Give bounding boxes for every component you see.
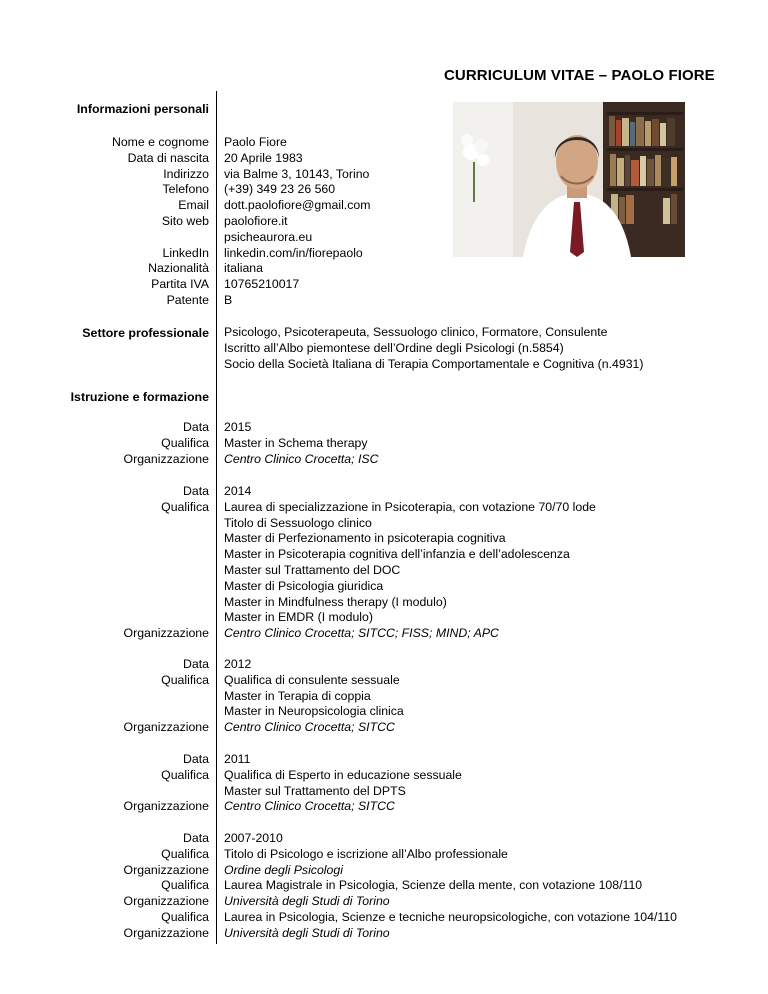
field-value: Laurea in Psicologia, Scienze e tecniche neuropsicologiche, con votazione 104/110 <box>224 909 678 924</box>
field-value: Centro Clinico Crocetta; SITCC <box>224 799 395 814</box>
field-value: 2007-2010 <box>224 831 283 845</box>
section-heading-education: Istruzione e formazione <box>70 390 209 404</box>
field-value: italiana <box>224 261 263 276</box>
field-label: Organizzazione <box>123 862 209 877</box>
field-value: 2014 <box>224 484 252 498</box>
field-value: Centro Clinico Crocetta; SITCC <box>224 720 395 735</box>
field-label: Qualifica <box>161 435 209 450</box>
field-value: B <box>224 292 233 307</box>
section-heading-sector: Settore professionale <box>82 326 209 340</box>
field-value: 10765210017 <box>224 277 300 292</box>
field-label: Data <box>183 484 209 498</box>
field-label: Organizzazione <box>123 626 209 641</box>
field-value: Titolo di Sessuologo clinico <box>224 515 372 530</box>
field-value: Master sul Trattamento del DPTS <box>224 783 406 798</box>
field-label: Qualifica <box>161 767 209 782</box>
field-label: Organizzazione <box>123 925 209 940</box>
field-value: Master in Psicoterapia cognitiva dell’infanzia e dell’adolescenza <box>224 547 570 562</box>
field-label: Email <box>178 198 209 213</box>
field-value: Titolo di Psicologo e iscrizione all’Albo professionale <box>224 846 508 861</box>
field-value: 20 Aprile 1983 <box>224 150 303 165</box>
field-label: Qualifica <box>161 672 209 687</box>
field-value: (+39) 349 23 26 560 <box>224 182 336 197</box>
field-value: Centro Clinico Crocetta; ISC <box>224 451 379 466</box>
field-value: Master in Neuropsicologia clinica <box>224 704 404 719</box>
field-value: paolofiore.it <box>224 213 288 228</box>
field-label: Data <box>183 831 209 845</box>
field-value: Università degli Studi di Torino <box>224 925 390 940</box>
field-value: linkedin.com/in/fiorepaolo <box>224 245 363 260</box>
field-value: Qualifica di consulente sessuale <box>224 672 400 687</box>
field-value: via Balme 3, 10143, Torino <box>224 166 370 181</box>
field-label: Telefono <box>162 182 209 197</box>
field-value: Master di Perfezionamento in psicoterapia cognitiva <box>224 531 506 546</box>
field-value: Università degli Studi di Torino <box>224 894 390 909</box>
field-label: Sito web <box>161 213 209 228</box>
field-label: Qualifica <box>161 499 209 514</box>
field-value: 2012 <box>224 657 252 671</box>
field-label: Patente <box>166 292 209 307</box>
field-label: Qualifica <box>161 846 209 861</box>
field-value: Qualifica di Esperto in educazione sessuale <box>224 767 462 782</box>
field-value: Master in EMDR (I modulo) <box>224 610 373 625</box>
field-value: psicheaurora.eu <box>224 229 313 244</box>
field-value: Laurea Magistrale in Psicologia, Scienze della mente, con votazione 108/110 <box>224 878 643 893</box>
field-value: Master di Psicologia giuridica <box>224 578 384 593</box>
field-value: Centro Clinico Crocetta; SITCC; FISS; MIND; APC <box>224 626 499 641</box>
page-title: CURRICULUM VITAE – PAOLO FIORE <box>444 67 715 84</box>
field-label: Qualifica <box>161 909 209 924</box>
field-value: Laurea di specializzazione in Psicoterapia, con votazione 70/70 lode <box>224 499 596 514</box>
field-label: Nazionalità <box>148 261 209 276</box>
field-value: Paolo Fiore <box>224 135 287 149</box>
field-label: Data <box>183 657 209 671</box>
field-label: LinkedIn <box>162 245 209 260</box>
field-value: Ordine degli Psicologi <box>224 862 343 877</box>
field-value: Psicologo, Psicoterapeuta, Sessuologo clinico, Formatore, Consulente <box>224 325 608 339</box>
field-label: Data <box>183 420 209 434</box>
field-label: Organizzazione <box>123 720 209 735</box>
section-heading-personal: Informazioni personali <box>76 102 209 116</box>
field-value: 2011 <box>224 752 251 766</box>
field-value: Master in Mindfulness therapy (I modulo) <box>224 594 447 609</box>
field-value: 2015 <box>224 420 252 434</box>
field-value: Master sul Trattamento del DOC <box>224 562 401 577</box>
field-label: Indirizzo <box>163 166 209 181</box>
field-label: Partita IVA <box>151 277 209 292</box>
field-label: Qualifica <box>161 878 209 893</box>
field-label: Organizzazione <box>123 451 209 466</box>
field-value: Master in Schema therapy <box>224 435 368 450</box>
field-label: Nome e cognome <box>111 135 209 149</box>
field-label: Data di nascita <box>127 150 209 165</box>
field-value: Master in Terapia di coppia <box>224 688 371 703</box>
profile-photo <box>453 102 685 257</box>
field-value: dott.paolofiore@gmail.com <box>224 198 371 213</box>
field-label: Organizzazione <box>123 799 209 814</box>
field-value: Socio della Società Italiana di Terapia Comportamentale e Cognitiva (n.4931) <box>224 356 644 371</box>
field-label: Data <box>183 752 209 766</box>
field-value: Iscritto all’Albo piemontese dell’Ordine degli Psicologi (n.5854) <box>224 340 564 355</box>
column-divider <box>216 91 217 944</box>
field-label: Organizzazione <box>123 894 209 909</box>
